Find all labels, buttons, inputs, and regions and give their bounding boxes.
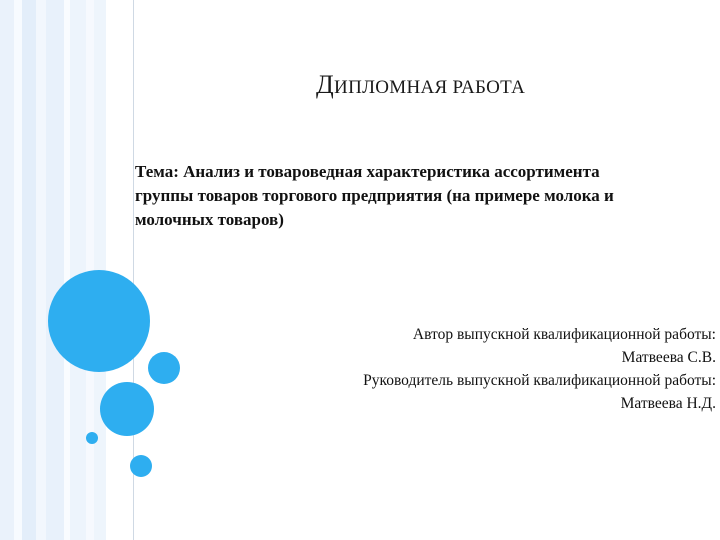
author-name: Матвеева С.В.	[621, 349, 716, 366]
decor-circle-tiny	[86, 432, 98, 444]
slide-title-rest: ИПЛОМНАЯ РАБОТА	[334, 77, 526, 98]
decor-stripe	[0, 0, 14, 540]
decor-stripe	[46, 0, 64, 540]
supervisor-label: Руководитель выпускной квалификационной работы:	[363, 372, 716, 389]
decor-circle-large	[48, 270, 150, 372]
decor-stripe	[14, 0, 22, 540]
slide-title	[316, 70, 525, 100]
topic-line: Тема: Анализ и товароведная характеристика ассортимента	[135, 162, 600, 181]
topic-line: молочных товаров)	[135, 210, 284, 229]
authors-block	[363, 323, 716, 415]
topic-line: группы товаров торгового предприятия (на примере молока и	[135, 186, 614, 205]
decor-circle-medium	[100, 382, 154, 436]
decor-stripe	[36, 0, 46, 540]
decor-circle-small	[130, 455, 152, 477]
decor-stripe	[22, 0, 36, 540]
author-label: Автор выпускной квалификационной работы:	[412, 326, 716, 343]
decor-circle-small	[148, 352, 180, 384]
supervisor-name: Матвеева Н.Д.	[620, 395, 716, 412]
slide-title-initial: Д	[316, 70, 335, 99]
thesis-topic	[135, 160, 710, 232]
decor-stripe	[70, 0, 86, 540]
